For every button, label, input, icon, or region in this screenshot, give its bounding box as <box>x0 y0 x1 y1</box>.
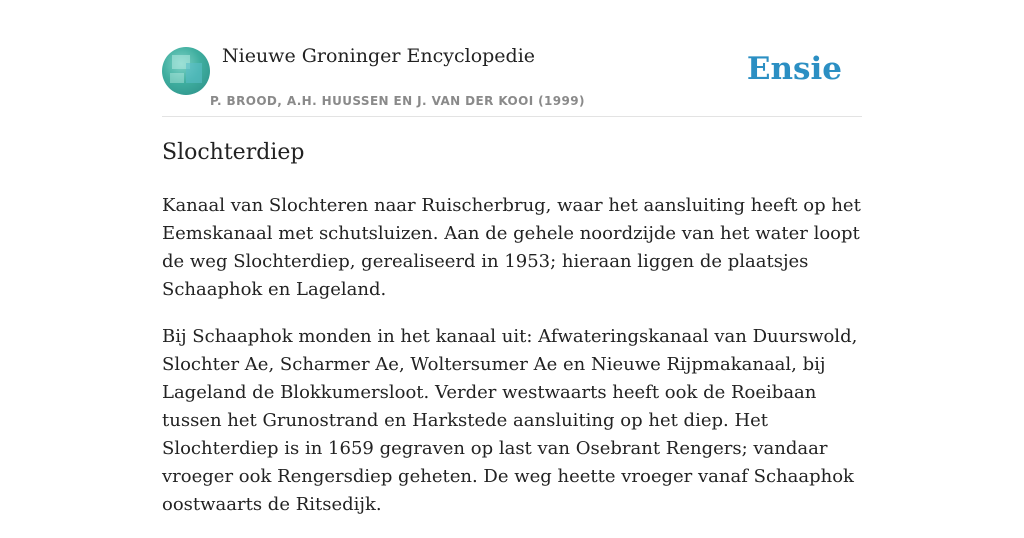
article-paragraph: Kanaal van Slochteren naar Ruischerbrug, waar het aansluiting heeft op het Eemskanaal met schutsluizen. Aan de gehele noordzijde van het water loopt de weg Slochterdiep, gerealiseerd in 1953; hieraan liggen de plaatsjes Schaaphok en Lageland. <box>162 195 861 300</box>
source-authors: P. BROOD, A.H. HUUSSEN EN J. VAN DER KOOI (1999) <box>210 94 585 108</box>
article-paragraph: Bij Schaaphok monden in het kanaal uit: Afwateringskanaal van Duurswold, Slochter Ae, Scharmer Ae, Woltersumer Ae en Nieuwe Rijpmakanaal, bij Lageland de Blokkumersloot. Verder westwaarts heeft ook de Roeibaan tussen het Grunostrand en Harkstede aansluiting op het diep. Het Slochterdiep is in 1659 gegraven op last van Osebrant Rengers; vandaar vroeger ook Rengersdiep geheten. De weg heette vroeger vanaf Schaaphok oostwaarts de Ritsedijk. <box>162 326 858 515</box>
encyclopedia-cover-icon[interactable] <box>162 47 210 95</box>
ensie-logo[interactable]: Ensie <box>746 51 842 87</box>
article-title: Slochterdiep <box>162 140 305 165</box>
article-card <box>162 0 862 515</box>
source-header <box>162 0 862 117</box>
source-title[interactable]: Nieuwe Groninger Encyclopedie <box>222 45 536 67</box>
article-body <box>162 192 862 538</box>
